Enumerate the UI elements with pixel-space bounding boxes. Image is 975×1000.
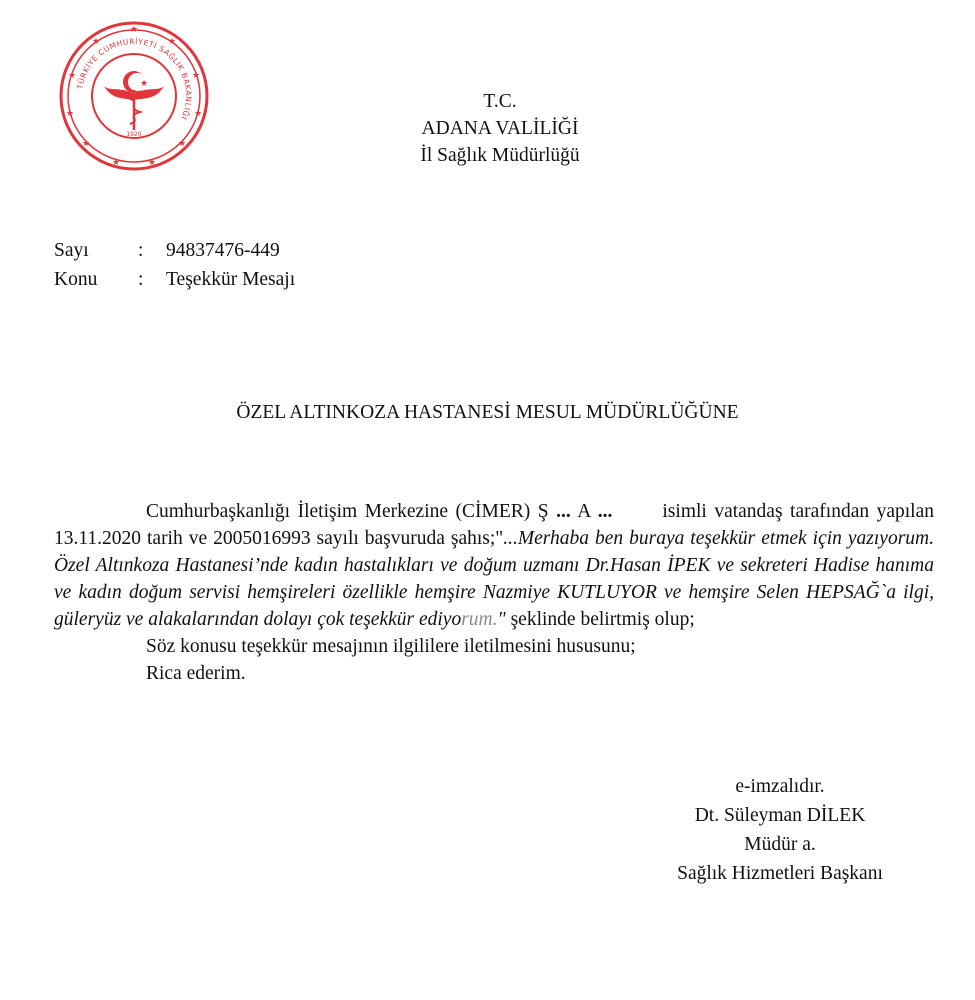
signer-name: Dt. Süleyman DİLEK xyxy=(694,805,866,826)
paragraph-main xyxy=(54,498,934,633)
body-text-d: şeklinde belirtmiş olup; xyxy=(505,609,695,630)
svg-text:★: ★ xyxy=(129,25,139,35)
svg-text:★: ★ xyxy=(147,158,157,168)
konu-row xyxy=(54,265,295,294)
svg-text:1920: 1920 xyxy=(126,131,142,138)
konu-label: Konu xyxy=(54,269,98,290)
svg-text:★: ★ xyxy=(67,71,77,81)
redacted-dots-2: ... xyxy=(597,501,613,522)
body-text-c: isimli vatandaş tarafından yapılan 13.11.2020 tarih ve 2005016993 sayılı başvuruda şahıs;" xyxy=(54,501,935,549)
svg-text:★: ★ xyxy=(140,79,149,89)
konu-colon: : xyxy=(138,269,144,290)
paragraph-closing: Rica ederim. xyxy=(146,663,246,684)
sayi-colon: : xyxy=(138,240,144,261)
paragraph-request: Söz konusu teşekkür mesajının ilgililere iletilmesini hususunu; xyxy=(146,636,636,657)
body-text-a: Cumhurbaşkanlığı İletişim Merkezine (CİMER) Ş xyxy=(146,501,549,522)
svg-text:TÜRKİYE CUMHURİYETİ SAĞLIK BAK: TÜRKİYE CUMHURİYETİ SAĞLIK BAKANLIĞI xyxy=(75,36,194,122)
recipient-line: ÖZEL ALTINKOZA HASTANESİ MESUL MÜDÜRLÜĞÜNE xyxy=(236,402,739,423)
header-tc: T.C. xyxy=(483,91,517,112)
header-governorship: ADANA VALİLİĞİ xyxy=(421,118,579,139)
document-meta xyxy=(54,236,295,294)
svg-text:★: ★ xyxy=(167,37,177,47)
signature-block xyxy=(645,772,915,888)
quoted-message: ...Merhaba ben buraya teşekkür etmek için yazıyorum. Özel Altınkoza Hastanesi’nde kadın hastalıkları ve doğum uzmanı Dr.Hasan İPEK ve sekreteri Hadise hanıma ve kadın doğum servisi hemşireleri özellikle hemşire Nazmiye KUTLUYOR ve hemşire Selen HEPSAĞ`a ilgi, güleryüz ve alakalarından dolayı çok teşekkür ediyo xyxy=(54,528,934,630)
sayi-value: 94837476-449 xyxy=(166,240,280,261)
svg-text:★: ★ xyxy=(91,37,101,47)
signer-title: Sağlık Hizmetleri Başkanı xyxy=(677,863,883,884)
quote-close: " xyxy=(497,609,506,630)
svg-text:★: ★ xyxy=(193,109,203,119)
letter-body xyxy=(54,498,934,687)
signer-role: Müdür a. xyxy=(744,834,816,855)
sayi-row xyxy=(54,236,295,265)
svg-text:★: ★ xyxy=(65,109,75,119)
svg-text:★: ★ xyxy=(191,71,201,81)
svg-text:★: ★ xyxy=(81,139,91,149)
svg-text:★: ★ xyxy=(177,139,187,149)
letterhead xyxy=(380,88,620,169)
svg-text:★: ★ xyxy=(111,158,121,168)
header-directorate: İl Sağlık Müdürlüğü xyxy=(420,145,580,166)
quoted-message-faded: rum. xyxy=(461,609,498,630)
redacted-dots-1: ... xyxy=(556,501,571,522)
konu-value: Teşekkür Mesajı xyxy=(166,269,296,290)
e-signed-note: e-imzalıdır. xyxy=(735,776,825,797)
ministry-of-health-seal xyxy=(58,20,210,172)
sayi-label: Sayı xyxy=(54,240,89,261)
body-text-b: A xyxy=(570,501,591,522)
